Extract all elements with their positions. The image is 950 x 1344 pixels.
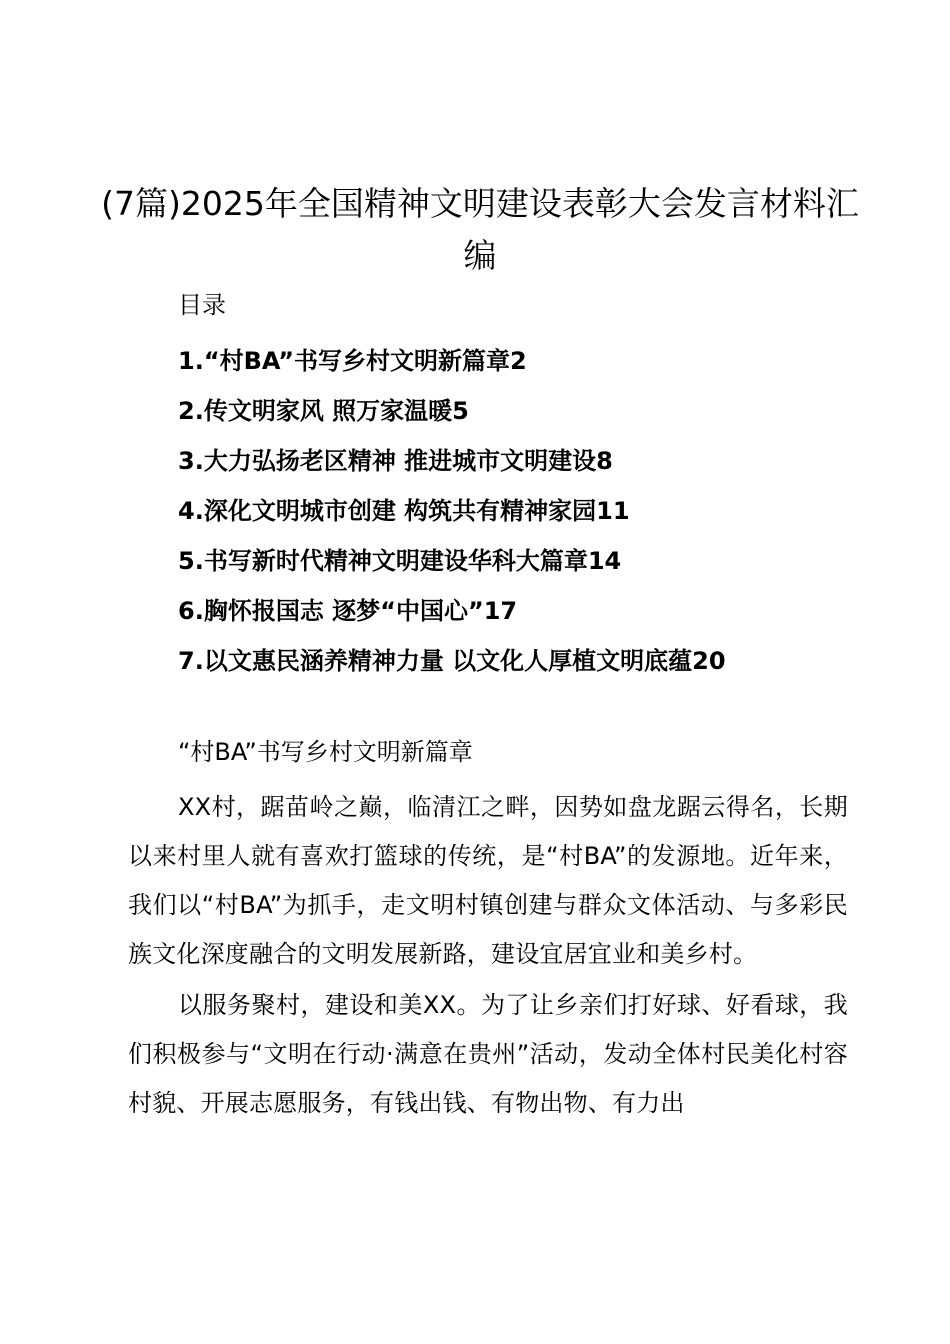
toc-item-7[interactable]: 7.以文惠民涵养精神力量 以文化人厚植文明底蕴20 xyxy=(178,647,726,675)
toc-item-6[interactable]: 6.胸怀报国志 逐梦“中国心”17 xyxy=(178,597,518,625)
toc-heading: 目录 xyxy=(178,291,226,319)
paragraph-1: XX村，踞苗岭之巅，临清江之畔，因势如盘龙踞云得名，长期以来村里人就有喜欢打篮球的传统，是“村BA”的发源地。近年来，我们以“村BA”为抓手，走文明村镇创建与群众文体活动、与多彩民族文化深度融合的文明发展新路，建设宜居宜业和美乡村。 xyxy=(128,793,848,968)
section-title: “村BA”书写乡村文明新篇章 xyxy=(178,738,473,766)
toc-item-1[interactable]: 1.“村BA”书写乡村文明新篇章2 xyxy=(178,347,527,375)
table-of-contents xyxy=(178,336,726,686)
paragraph-2: 以服务聚村，建设和美XX。为了让乡亲们打好球、好看球，我们积极参与“文明在行动·满意在贵州”活动，发动全体村民美化村容村貌、开展志愿服务，有钱出钱、有物出物、有力出 xyxy=(128,991,848,1117)
toc-item-3[interactable]: 3.大力弘扬老区精神 推进城市文明建设8 xyxy=(178,447,613,475)
toc-item-2[interactable]: 2.传文明家风 照万家温暖5 xyxy=(178,397,469,425)
toc-item-5[interactable]: 5.书写新时代精神文明建设华科大篇章14 xyxy=(178,547,622,575)
toc-item-4[interactable]: 4.深化文明城市创建 构筑共有精神家园11 xyxy=(178,497,630,525)
document-title: (7篇)2025年全国精神文明建设表彰大会发言材料汇编 xyxy=(101,184,859,275)
body-text xyxy=(128,783,848,1128)
